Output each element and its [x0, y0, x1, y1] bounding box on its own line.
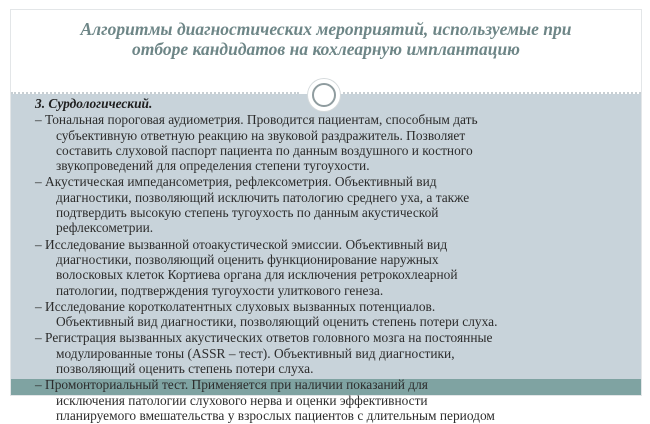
list-item — [35, 377, 635, 423]
list-item-line: – Регистрация вызванных акустических ответов головного мозга на постоянные — [35, 330, 493, 346]
list-item — [35, 174, 635, 235]
list-item-line: рефлексометрии. — [56, 220, 154, 236]
list-item — [35, 299, 635, 330]
title-line-2: отборе кандидатов на кохлеарную имплантацию — [132, 39, 520, 59]
list-item-line: – Исследование вызванной отоакустической эмиссии. Объективный вид — [35, 236, 448, 252]
list-item-line: диагностики, позволяющий исключить патологию среднего уха, а также — [56, 189, 470, 205]
list-item-line: подтвердить высокую степень тугоухость по данным акустической — [56, 205, 439, 221]
list-item-line: исключения патологии слухового нерва и оценки эффективности — [56, 392, 428, 408]
list-item — [35, 112, 635, 173]
list-item-line: волосковых клеток Кортиева органа для исключения ретрокохлеарной — [56, 267, 458, 283]
list-item-line: – Исследование коротколатентных слуховых вызванных потенциалов. — [35, 298, 436, 314]
list-item-line: субъективную ответную реакцию на звуковой раздражитель. Позволяет — [56, 127, 466, 143]
title-line-1: Алгоритмы диагностических мероприятий, используемые при — [80, 19, 572, 39]
slide-content — [35, 96, 635, 424]
list-item-line: Объективный вид диагностики, позволяющий оценить степень потери слуха. — [56, 314, 498, 330]
list-item-line: звукопроведений для определения степени тугоухости. — [56, 158, 370, 174]
dotted-divider-left — [11, 92, 299, 94]
dotted-divider-right — [343, 92, 641, 94]
list-item-line: составить слуховой паспорт пациента по данным воздушного и костного — [56, 142, 473, 158]
list-item — [35, 330, 635, 376]
slide-title — [11, 19, 641, 59]
list-item-line: модулированные тоны (ASSR – тест). Объективный вид диагностики, — [56, 345, 455, 361]
list-item-line: планируемого вмешательства у взрослых пациентов с длительным периодом — [56, 407, 495, 423]
list-item-line: диагностики, позволяющий оценить функционирование наружных — [56, 251, 439, 267]
list-item-line: позволяющий оценить степень потери слуха. — [56, 361, 314, 377]
list-item-line: – Акустическая импедансометрия, рефлексометрия. Объективный вид — [35, 174, 437, 190]
list-item-line: – Тональная пороговая аудиометрия. Проводится пациентам, способным дать — [35, 112, 478, 128]
list-item-line: патологии, подтверждения тугоухости улиткового генеза. — [56, 282, 384, 298]
list-item-line: – Промонториальный тест. Применяется при наличии показаний для — [35, 377, 428, 393]
section-heading: 3. Сурдологический. — [35, 96, 153, 111]
list-item — [35, 237, 635, 298]
